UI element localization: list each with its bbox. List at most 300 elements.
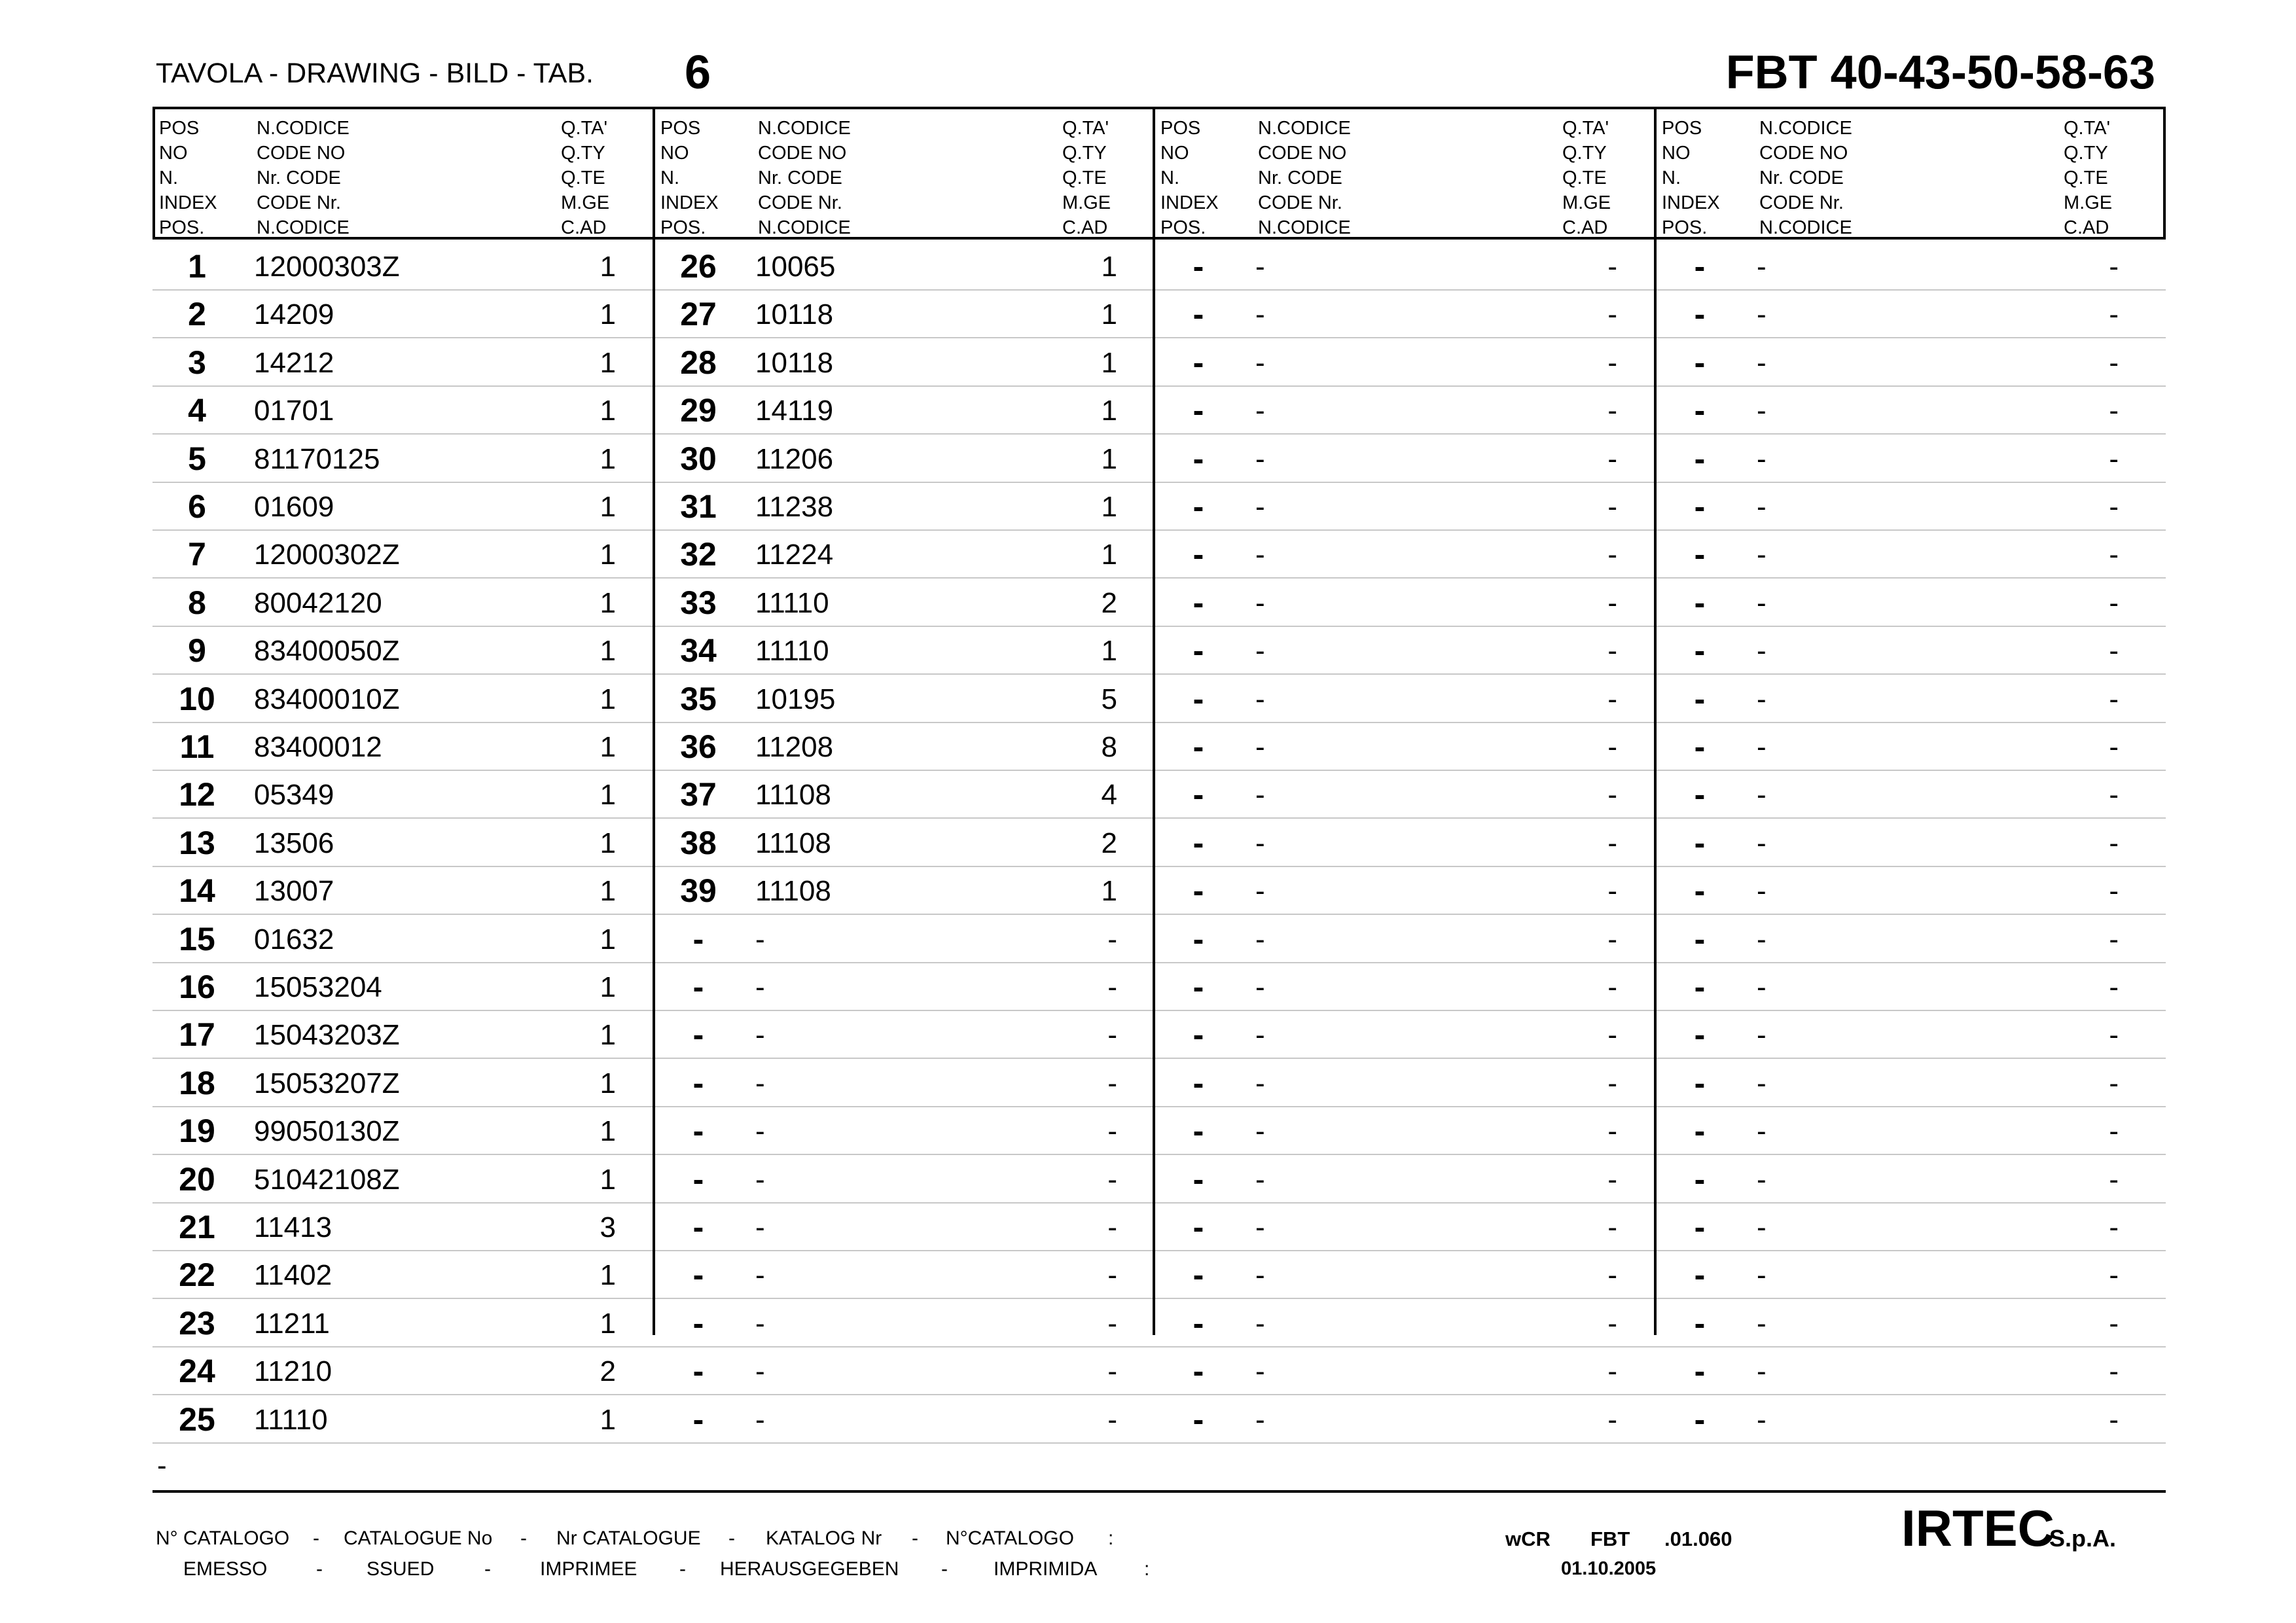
part-code: - bbox=[1757, 779, 1767, 812]
part-code: - bbox=[1255, 779, 1265, 812]
part-code: 14212 bbox=[254, 346, 334, 379]
part-quantity: 8 bbox=[1101, 731, 1117, 763]
issued-separator: - bbox=[316, 1558, 323, 1580]
part-code: 83400012 bbox=[254, 731, 382, 763]
part-quantity: - bbox=[1607, 298, 1617, 331]
catalogue-code-model: FBT bbox=[1590, 1527, 1630, 1550]
part-position: 31 bbox=[680, 488, 717, 525]
column-divider bbox=[1654, 107, 1657, 1335]
part-position: 22 bbox=[179, 1257, 215, 1294]
part-quantity: 1 bbox=[600, 539, 616, 571]
part-quantity: - bbox=[1607, 1307, 1617, 1340]
part-position: - bbox=[1193, 440, 1204, 477]
part-code: - bbox=[1757, 635, 1767, 668]
part-code: 83400050Z bbox=[254, 635, 400, 668]
part-code: 13506 bbox=[254, 827, 334, 859]
part-code: - bbox=[1757, 683, 1767, 715]
part-quantity: 2 bbox=[600, 1355, 616, 1388]
table-row bbox=[152, 963, 2166, 1011]
part-quantity: 1 bbox=[600, 586, 616, 619]
part-quantity: 1 bbox=[600, 1115, 616, 1148]
part-code: - bbox=[1255, 1067, 1265, 1099]
part-code: - bbox=[1255, 1019, 1265, 1052]
header-pos: POS NO N. INDEX POS. bbox=[660, 118, 719, 238]
part-quantity: 1 bbox=[600, 395, 616, 427]
catalogue-separator: - bbox=[912, 1527, 918, 1549]
part-quantity: - bbox=[1107, 1019, 1117, 1052]
part-position: 6 bbox=[188, 488, 206, 525]
part-code: 15053207Z bbox=[254, 1067, 400, 1099]
part-code: 10065 bbox=[755, 251, 836, 283]
table-row bbox=[152, 531, 2166, 579]
part-quantity: - bbox=[1607, 1355, 1617, 1388]
part-code: - bbox=[1255, 539, 1265, 571]
part-code: - bbox=[1255, 827, 1265, 859]
part-code: - bbox=[755, 1115, 765, 1148]
part-code: - bbox=[755, 1211, 765, 1243]
part-code: 13007 bbox=[254, 875, 334, 908]
part-quantity: - bbox=[2109, 539, 2119, 571]
part-position: - bbox=[1694, 632, 1706, 669]
part-position: 1 bbox=[188, 248, 206, 285]
part-position: 20 bbox=[179, 1160, 215, 1198]
part-position: - bbox=[1694, 584, 1706, 621]
part-code: - bbox=[1757, 731, 1767, 763]
part-quantity: - bbox=[2109, 683, 2119, 715]
part-code: - bbox=[1255, 1211, 1265, 1243]
table-number: 6 bbox=[685, 46, 711, 99]
part-position: - bbox=[1193, 872, 1204, 910]
part-position: 13 bbox=[179, 824, 215, 861]
part-code: - bbox=[1255, 731, 1265, 763]
part-position: - bbox=[1193, 536, 1204, 573]
part-position: - bbox=[692, 1304, 704, 1342]
part-position: 26 bbox=[680, 248, 717, 285]
part-quantity: - bbox=[2109, 1115, 2119, 1148]
part-position: 19 bbox=[179, 1113, 215, 1150]
part-position: - bbox=[1694, 248, 1706, 285]
part-quantity: - bbox=[1107, 1355, 1117, 1388]
part-position: - bbox=[1193, 824, 1204, 861]
part-position: 15 bbox=[179, 920, 215, 957]
part-code: 10118 bbox=[755, 298, 834, 331]
part-quantity: 1 bbox=[600, 827, 616, 859]
part-quantity: - bbox=[2109, 1019, 2119, 1052]
part-position: - bbox=[1694, 1209, 1706, 1245]
part-code: - bbox=[1757, 395, 1767, 427]
part-code: - bbox=[1255, 251, 1265, 283]
part-position: - bbox=[1193, 392, 1204, 429]
part-position: - bbox=[1193, 728, 1204, 765]
part-position: 30 bbox=[680, 440, 717, 477]
part-quantity: 1 bbox=[1101, 539, 1117, 571]
part-position: - bbox=[1694, 1113, 1706, 1150]
issued-label-es: IMPRIMIDA bbox=[994, 1558, 1098, 1580]
table-row bbox=[152, 1204, 2166, 1251]
header-qty: Q.TA' Q.TY Q.TE M.GE C.AD bbox=[2064, 118, 2113, 238]
part-code: - bbox=[1757, 1115, 1767, 1148]
part-quantity: - bbox=[2109, 1355, 2119, 1388]
part-quantity: - bbox=[1607, 442, 1617, 475]
part-quantity: 1 bbox=[600, 1307, 616, 1340]
part-position: 12 bbox=[179, 776, 215, 813]
part-position: - bbox=[692, 1064, 704, 1101]
issued-label-en: SSUED bbox=[367, 1558, 435, 1580]
issued-colon: : bbox=[1144, 1558, 1150, 1580]
part-quantity: - bbox=[1607, 923, 1617, 955]
part-position: - bbox=[1193, 296, 1204, 333]
part-position: - bbox=[1694, 1257, 1706, 1294]
table-row bbox=[152, 339, 2166, 387]
part-position: - bbox=[1193, 1400, 1204, 1438]
part-position: - bbox=[692, 969, 704, 1005]
part-code: 14119 bbox=[755, 395, 834, 427]
part-quantity: 1 bbox=[600, 1067, 616, 1099]
part-position: - bbox=[1694, 440, 1706, 477]
header-code: N.CODICE CODE NO Nr. CODE CODE Nr. N.CODICE bbox=[1258, 118, 1351, 238]
part-code: - bbox=[755, 923, 765, 955]
part-code: - bbox=[1255, 1307, 1265, 1340]
part-position: 21 bbox=[179, 1209, 215, 1245]
issued-label-de: HERAUSGEGEBEN bbox=[720, 1558, 899, 1580]
header-code: N.CODICE CODE NO Nr. CODE CODE Nr. N.CODICE bbox=[257, 118, 350, 238]
part-code: - bbox=[1757, 1307, 1767, 1340]
header-pos: POS NO N. INDEX POS. bbox=[1662, 118, 1720, 238]
part-code: - bbox=[1757, 1403, 1767, 1436]
part-position: - bbox=[1694, 296, 1706, 333]
part-quantity: 1 bbox=[1101, 346, 1117, 379]
part-code: 14209 bbox=[254, 298, 334, 331]
part-code: - bbox=[1255, 491, 1265, 523]
catalogue-label-en: CATALOGUE No bbox=[344, 1527, 493, 1549]
part-position: 16 bbox=[179, 969, 215, 1005]
header-pos: POS NO N. INDEX POS. bbox=[1160, 118, 1219, 238]
part-quantity: - bbox=[2109, 875, 2119, 908]
part-position: - bbox=[1193, 1064, 1204, 1101]
part-position: - bbox=[1193, 584, 1204, 621]
part-code: - bbox=[1255, 298, 1265, 331]
part-code: - bbox=[1757, 1019, 1767, 1052]
part-position: - bbox=[1694, 969, 1706, 1005]
part-code: 11110 bbox=[755, 635, 829, 668]
part-position: 32 bbox=[680, 536, 717, 573]
part-code: - bbox=[1757, 1259, 1767, 1292]
part-position: - bbox=[1193, 680, 1204, 717]
part-position: - bbox=[692, 1113, 704, 1150]
part-code: 15043203Z bbox=[254, 1019, 400, 1052]
part-position: - bbox=[1694, 1016, 1706, 1054]
catalogue-label-it: N° CATALOGO bbox=[156, 1527, 290, 1549]
part-quantity: - bbox=[1607, 779, 1617, 812]
part-position: - bbox=[1193, 344, 1204, 381]
part-quantity: - bbox=[1607, 731, 1617, 763]
part-position: 38 bbox=[680, 824, 717, 861]
part-position: - bbox=[1193, 1113, 1204, 1150]
part-quantity: 1 bbox=[1101, 635, 1117, 668]
issued-label-fr: IMPRIMEE bbox=[540, 1558, 637, 1580]
model-title: FBT 40-43-50-58-63 bbox=[1725, 46, 2155, 99]
part-quantity: - bbox=[1607, 539, 1617, 571]
column-divider bbox=[1153, 107, 1155, 1335]
part-quantity: - bbox=[2109, 1403, 2119, 1436]
part-position: - bbox=[1694, 1160, 1706, 1198]
part-code: - bbox=[1757, 827, 1767, 859]
part-code: 11402 bbox=[254, 1259, 332, 1292]
issued-separator: - bbox=[941, 1558, 948, 1580]
part-quantity: - bbox=[2109, 1163, 2119, 1196]
part-position: - bbox=[1694, 680, 1706, 717]
part-position: - bbox=[1193, 248, 1204, 285]
part-position: - bbox=[692, 1209, 704, 1245]
issued-separator: - bbox=[679, 1558, 686, 1580]
part-code: - bbox=[1255, 442, 1265, 475]
part-code: - bbox=[755, 1403, 765, 1436]
part-code: - bbox=[1757, 923, 1767, 955]
part-quantity: - bbox=[2109, 346, 2119, 379]
part-position: - bbox=[1694, 920, 1706, 957]
part-position: - bbox=[1694, 536, 1706, 573]
header-qty: Q.TA' Q.TY Q.TE M.GE C.AD bbox=[1562, 118, 1611, 238]
part-quantity: - bbox=[2109, 251, 2119, 283]
part-position: - bbox=[1193, 1160, 1204, 1198]
part-position: 27 bbox=[680, 296, 717, 333]
part-position: 3 bbox=[188, 344, 206, 381]
part-position: - bbox=[692, 1257, 704, 1294]
part-code: - bbox=[1757, 971, 1767, 1003]
table-row bbox=[152, 435, 2166, 483]
issue-date: 01.10.2005 bbox=[1561, 1558, 1657, 1579]
part-quantity: 2 bbox=[1101, 586, 1117, 619]
part-code: - bbox=[1255, 683, 1265, 715]
part-quantity: 1 bbox=[600, 923, 616, 955]
part-code: - bbox=[755, 1163, 765, 1196]
part-code: 11108 bbox=[755, 779, 831, 812]
part-position: 24 bbox=[179, 1353, 215, 1390]
part-position: 35 bbox=[680, 680, 717, 717]
part-position: - bbox=[1193, 1016, 1204, 1054]
part-quantity: - bbox=[1107, 1163, 1117, 1196]
part-quantity: - bbox=[2109, 1067, 2119, 1099]
part-quantity: - bbox=[1107, 1307, 1117, 1340]
part-code: - bbox=[1255, 586, 1265, 619]
part-quantity: - bbox=[2109, 731, 2119, 763]
part-code: 01701 bbox=[254, 395, 334, 427]
header-pos: POS NO N. INDEX POS. bbox=[159, 118, 217, 238]
table-header bbox=[152, 107, 2166, 240]
header-code: N.CODICE CODE NO Nr. CODE CODE Nr. N.CODICE bbox=[758, 118, 851, 238]
part-position: - bbox=[1694, 1304, 1706, 1342]
part-position: - bbox=[1193, 1257, 1204, 1294]
part-code: 11224 bbox=[755, 539, 834, 571]
bottom-note: - bbox=[157, 1450, 167, 1482]
part-position: 2 bbox=[188, 296, 206, 333]
part-position: 4 bbox=[188, 392, 206, 429]
part-code: - bbox=[1757, 1211, 1767, 1243]
part-code: - bbox=[1757, 1355, 1767, 1388]
catalogue-label-es: N°CATALOGO bbox=[946, 1527, 1074, 1549]
table-row bbox=[152, 1060, 2166, 1107]
part-code: 83400010Z bbox=[254, 683, 400, 715]
table-row bbox=[152, 579, 2166, 627]
part-code: 05349 bbox=[254, 779, 334, 812]
part-quantity: - bbox=[1107, 1211, 1117, 1243]
part-position: 9 bbox=[188, 632, 206, 669]
part-position: 7 bbox=[188, 536, 206, 573]
part-code: - bbox=[755, 1019, 765, 1052]
part-code: 15053204 bbox=[254, 971, 382, 1003]
part-position: - bbox=[692, 920, 704, 957]
part-quantity: - bbox=[1607, 395, 1617, 427]
part-quantity: 1 bbox=[600, 1019, 616, 1052]
part-quantity: - bbox=[2109, 923, 2119, 955]
part-code: - bbox=[755, 1259, 765, 1292]
header-qty: Q.TA' Q.TY Q.TE M.GE C.AD bbox=[1062, 118, 1111, 238]
part-quantity: - bbox=[1607, 971, 1617, 1003]
table-row bbox=[152, 387, 2166, 435]
part-quantity: - bbox=[2109, 635, 2119, 668]
part-quantity: - bbox=[1607, 1211, 1617, 1243]
part-position: - bbox=[1193, 632, 1204, 669]
part-position: - bbox=[1694, 1064, 1706, 1101]
company-name: IRTEC bbox=[1901, 1499, 2054, 1557]
part-code: - bbox=[1757, 298, 1767, 331]
table-row bbox=[152, 1107, 2166, 1155]
table-row bbox=[152, 1347, 2166, 1395]
part-code: 11210 bbox=[254, 1355, 332, 1388]
part-code: - bbox=[1255, 1259, 1265, 1292]
table-row bbox=[152, 1396, 2166, 1444]
part-position: - bbox=[692, 1016, 704, 1054]
drawing-label: TAVOLA - DRAWING - BILD - TAB. bbox=[156, 58, 594, 89]
part-quantity: 1 bbox=[600, 298, 616, 331]
part-code: 01609 bbox=[254, 491, 334, 523]
part-position: - bbox=[1193, 969, 1204, 1005]
part-position: 5 bbox=[188, 440, 206, 477]
part-quantity: 1 bbox=[1101, 491, 1117, 523]
part-position: 17 bbox=[179, 1016, 215, 1054]
part-code: 10118 bbox=[755, 346, 834, 379]
part-position: - bbox=[692, 1400, 704, 1438]
part-position: - bbox=[1193, 776, 1204, 813]
part-quantity: 1 bbox=[1101, 442, 1117, 475]
catalogue-label-fr: Nr CATALOGUE bbox=[556, 1527, 701, 1549]
catalogue-separator: - bbox=[728, 1527, 735, 1549]
part-code: 51042108Z bbox=[254, 1163, 400, 1196]
table-row bbox=[152, 916, 2166, 963]
header-code: N.CODICE CODE NO Nr. CODE CODE Nr. N.CODICE bbox=[1759, 118, 1852, 238]
part-code: - bbox=[1255, 1355, 1265, 1388]
part-quantity: - bbox=[1107, 1259, 1117, 1292]
part-position: - bbox=[1694, 872, 1706, 910]
part-quantity: - bbox=[2109, 1259, 2119, 1292]
part-position: - bbox=[1193, 920, 1204, 957]
part-position: 11 bbox=[179, 728, 215, 765]
part-code: - bbox=[1255, 971, 1265, 1003]
part-position: - bbox=[1694, 728, 1706, 765]
table-row bbox=[152, 483, 2166, 531]
part-code: - bbox=[755, 971, 765, 1003]
table-row bbox=[152, 627, 2166, 675]
table-row bbox=[152, 243, 2166, 291]
table-row bbox=[152, 291, 2166, 338]
part-quantity: - bbox=[2109, 442, 2119, 475]
part-quantity: - bbox=[2109, 491, 2119, 523]
part-quantity: - bbox=[2109, 1307, 2119, 1340]
part-position: 14 bbox=[179, 872, 215, 910]
part-code: - bbox=[1757, 1163, 1767, 1196]
part-quantity: - bbox=[2109, 1211, 2119, 1243]
part-code: 11208 bbox=[755, 731, 834, 763]
part-quantity: - bbox=[1607, 683, 1617, 715]
table-row bbox=[152, 1156, 2166, 1204]
part-quantity: - bbox=[2109, 586, 2119, 619]
part-quantity: - bbox=[2109, 395, 2119, 427]
part-position: - bbox=[692, 1353, 704, 1390]
part-quantity: - bbox=[1607, 586, 1617, 619]
table-row bbox=[152, 723, 2166, 771]
part-quantity: 1 bbox=[600, 442, 616, 475]
part-code: - bbox=[1255, 635, 1265, 668]
part-code: - bbox=[755, 1307, 765, 1340]
part-code: - bbox=[1757, 875, 1767, 908]
column-divider bbox=[653, 107, 655, 1335]
footer-divider bbox=[152, 1490, 2166, 1493]
part-position: 23 bbox=[179, 1304, 215, 1342]
table-row bbox=[152, 819, 2166, 867]
part-quantity: 1 bbox=[600, 779, 616, 812]
part-quantity: 1 bbox=[600, 1403, 616, 1436]
part-quantity: - bbox=[2109, 827, 2119, 859]
part-code: 81170125 bbox=[254, 442, 380, 475]
part-code: - bbox=[1757, 539, 1767, 571]
table-row bbox=[152, 675, 2166, 723]
part-code: - bbox=[1757, 586, 1767, 619]
part-quantity: 2 bbox=[1101, 827, 1117, 859]
part-quantity: - bbox=[1607, 1067, 1617, 1099]
part-quantity: - bbox=[2109, 971, 2119, 1003]
part-code: - bbox=[1255, 395, 1265, 427]
issued-label-it: EMESSO bbox=[183, 1558, 268, 1580]
part-position: 33 bbox=[680, 584, 717, 621]
part-code: 11238 bbox=[755, 491, 834, 523]
part-code: 11110 bbox=[755, 586, 829, 619]
part-position: 8 bbox=[188, 584, 206, 621]
part-quantity: 1 bbox=[600, 731, 616, 763]
part-code: 11108 bbox=[755, 875, 831, 908]
part-quantity: - bbox=[1607, 1019, 1617, 1052]
part-quantity: 1 bbox=[600, 971, 616, 1003]
part-code: 99050130Z bbox=[254, 1115, 400, 1148]
part-quantity: - bbox=[1607, 251, 1617, 283]
part-position: 37 bbox=[680, 776, 717, 813]
catalogue-colon: : bbox=[1108, 1527, 1114, 1549]
part-quantity: 1 bbox=[600, 251, 616, 283]
catalogue-separator: - bbox=[313, 1527, 319, 1549]
header-qty: Q.TA' Q.TY Q.TE M.GE C.AD bbox=[561, 118, 610, 238]
table-row bbox=[152, 1300, 2166, 1347]
part-code: 12000302Z bbox=[254, 539, 400, 571]
part-quantity: 1 bbox=[600, 875, 616, 908]
part-position: 36 bbox=[680, 728, 717, 765]
part-code: 11211 bbox=[254, 1307, 330, 1340]
part-quantity: - bbox=[1107, 1403, 1117, 1436]
part-code: - bbox=[1757, 346, 1767, 379]
part-position: - bbox=[1694, 1400, 1706, 1438]
part-quantity: - bbox=[1607, 346, 1617, 379]
part-position: - bbox=[1694, 392, 1706, 429]
part-code: - bbox=[1255, 346, 1265, 379]
part-code: 12000303Z bbox=[254, 251, 400, 283]
